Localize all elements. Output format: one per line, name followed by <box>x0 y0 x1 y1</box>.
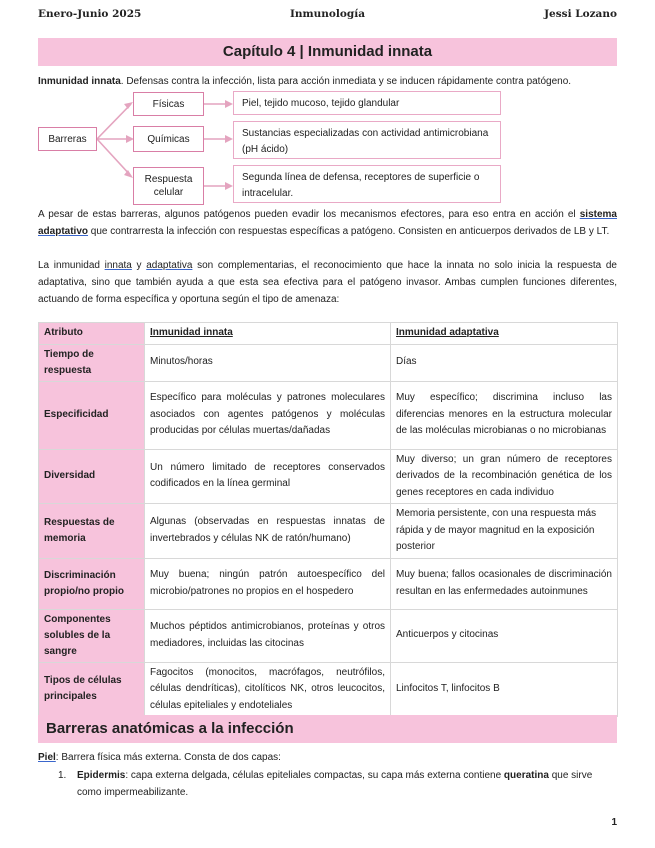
diagram-branch-respuesta-celular: Respuesta celular <box>133 167 204 205</box>
table-cell-attribute: Discriminación propio/no propio <box>39 558 145 609</box>
intro-term: Inmunidad innata <box>38 76 121 87</box>
term-epidermis: Epidermis <box>77 770 126 781</box>
table-cell-innate: Algunas (observadas en respuestas innatas de invertebrados y células NK de ratón/humano) <box>145 504 391 559</box>
header-right: Jessi Lozano <box>544 8 617 20</box>
table-cell-innate: Específico para moléculas y patrones moleculares asociados con agentes patógenos y moléculas producidas por células muertas/dañadas <box>145 381 391 449</box>
chapter-title: Capítulo 4 | Inmunidad innata <box>38 38 617 66</box>
term-sistema-adaptativo: sistema adaptativo <box>38 209 617 237</box>
paragraph-adaptive-intro: A pesar de estas barreras, algunos patógenos pueden evadir los mecanismos efectores, para eso entra en acción el sistema adaptativo que contrarresta la infección con respuestas específicas a patógeno. Consisten en anticuerpos derivados de LB y LT. <box>38 209 617 237</box>
table-row <box>39 662 618 717</box>
table-cell-innate: Minutos/horas <box>145 344 391 381</box>
table-cell-adaptive: Muy diverso; un gran número de receptores derivados de la recombinación genética de los genes receptores en cada individuo <box>391 449 618 504</box>
intro-text: . Defensas contra la infección, lista para acción inmediata y se inducen rápidamente contra patógeno. <box>120 76 572 87</box>
table-cell-attribute: Especificidad <box>39 381 145 449</box>
term-piel: Piel <box>38 752 56 763</box>
table-header-innata: Inmunidad innata <box>145 323 391 345</box>
diagram-desc-respuesta-celular: Segunda línea de defensa, receptores de superficie o intracelular. <box>233 165 501 203</box>
table-cell-attribute: Tipos de células principales <box>39 662 145 717</box>
numbered-list <box>58 767 618 801</box>
diagram-branch-fisicas: Físicas <box>133 92 204 116</box>
header-left: Enero-Junio 2025 <box>38 8 142 20</box>
table-row <box>39 504 618 559</box>
term-innata: innata <box>104 260 132 271</box>
table-cell-adaptive: Muy buena; fallos ocasionales de discriminación resultan en las enfermedades autoinmunes <box>391 558 618 609</box>
paragraph-complementary: La inmunidad innata y adaptativa son complementarias, el reconocimiento que hace la innata no solo inicia la respuesta de adaptativa, sino que también ayuda a que esta sea efectiva para el patógeno invasor. Ambas cumplen funciones diferentes, actuando de forma específica y oportuna según el tipo de amenaza: <box>38 260 617 305</box>
page-number: 1 <box>611 817 617 828</box>
comparison-table <box>38 322 618 717</box>
table-header-adaptativa: Inmunidad adaptativa <box>391 323 618 345</box>
table-row <box>39 344 618 381</box>
diagram-desc-quimicas: Sustancias especializadas con actividad antimicrobiana (pH ácido) <box>233 121 501 159</box>
table-cell-innate: Muy buena; ningún patrón autoespecífico del microbio/patrones no propios en el hospedero <box>145 558 391 609</box>
diagram-root-barreras: Barreras <box>38 127 97 151</box>
section-title-barreras-anatomicas: Barreras anatómicas a la infección <box>38 715 617 743</box>
table-cell-innate: Fagocitos (monocitos, macrófagos, neutrófilos, células dendríticas), citolíticos NK, otros leucocitos, células epiteliales y endoteliales <box>145 662 391 717</box>
table-row <box>39 609 618 662</box>
diagram-desc-fisicas: Piel, tejido mucoso, tejido glandular <box>233 91 501 115</box>
table-row <box>39 381 618 449</box>
header-center: Inmunología <box>289 8 366 20</box>
diagram-branch-quimicas: Químicas <box>133 126 204 152</box>
table-cell-adaptive: Días <box>391 344 618 381</box>
table-cell-adaptive: Anticuerpos y citocinas <box>391 609 618 662</box>
table-cell-attribute: Componentes solubles de la sangre <box>39 609 145 662</box>
table-cell-adaptive: Muy específico; discrimina incluso las diferencias menores en la estructura molecular de las moléculas microbianas o no microbianas <box>391 381 618 449</box>
table-row <box>39 449 618 504</box>
table-cell-adaptive: Linfocitos T, linfocitos B <box>391 662 618 717</box>
table-cell-adaptive: Memoria persistente, con una respuesta más rápida y de mayor magnitud en la exposición posterior <box>391 504 618 559</box>
term-adaptativa: adaptativa <box>146 260 193 271</box>
table-header-row <box>39 323 618 345</box>
table-cell-attribute: Tiempo de respuesta <box>39 344 145 381</box>
table-row <box>39 558 618 609</box>
term-queratina: queratina <box>503 770 549 781</box>
table-cell-attribute: Respuestas de memoria <box>39 504 145 559</box>
table-cell-innate: Muchos péptidos antimicrobianos, proteínas y otros mediadores, incluidas las citocinas <box>145 609 391 662</box>
list-item-number: 1. <box>58 770 67 781</box>
table-cell-attribute: Diversidad <box>39 449 145 504</box>
list-item: Epidermis: capa externa delgada, células epiteliales compactas, su capa más externa contiene queratina que sirve como impermeabilizante. <box>77 770 593 798</box>
table-header-atributo: Atributo <box>39 323 145 345</box>
table-cell-innate: Un número limitado de receptores conservados codificados en la línea germinal <box>145 449 391 504</box>
piel-paragraph: Piel: Barrera física más externa. Consta de dos capas: <box>38 752 281 763</box>
